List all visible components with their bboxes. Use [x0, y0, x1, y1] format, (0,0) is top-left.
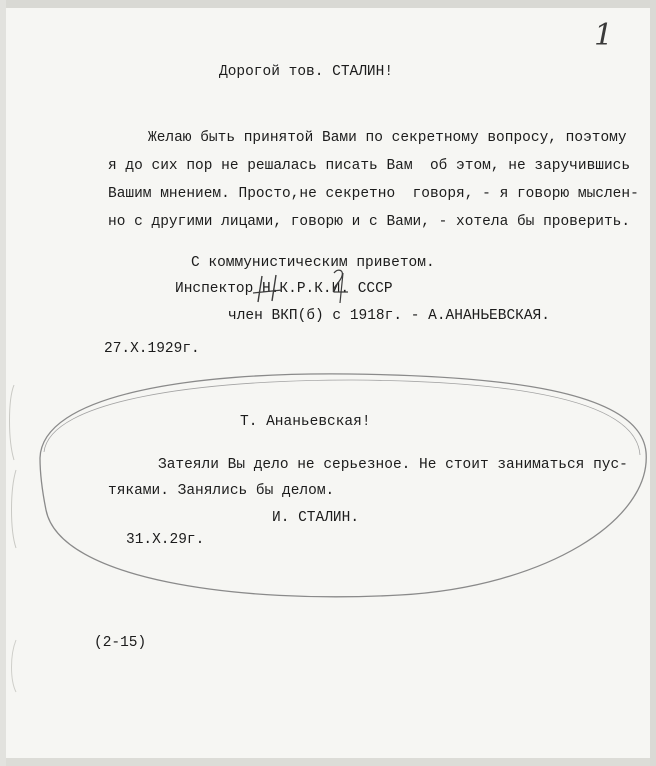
letter-salutation: Дорогой тов. СТАЛИН!: [219, 64, 394, 80]
letter-body-line-3: Вашим мнением. Просто,не секретно говоря, - я говорю мыслен-: [108, 186, 639, 202]
letter-body-line-1: Желаю быть принятой Вами по секретному вопросу, поэтому: [148, 130, 627, 146]
page-number: 1: [594, 18, 614, 53]
letter-body-line-2: я до сих пор не решалась писать Вам об этом, не заручившись: [108, 158, 631, 174]
letter-closing: С коммунистическим приветом.: [191, 255, 435, 271]
letter-date: 27.Х.1929г.: [104, 341, 200, 357]
reply-date: 31.Х.29г.: [126, 532, 205, 548]
reply-signature: И. СТАЛИН.: [272, 510, 360, 526]
archive-reference: (2-15): [94, 635, 147, 651]
letter-body-line-4: но с другими лицами, говорю и с Вами, - хотела бы проверить.: [108, 214, 631, 230]
reply-body-line-1: Затеяли Вы дело не серьезное. Не стоит заниматься пус-: [158, 457, 628, 473]
signature-title-line: Инспектор Н.К.Р.К.И. СССР: [175, 281, 393, 297]
signature-name-line: член ВКП(б) с 1918г. - А.АНАНЬЕВСКАЯ.: [228, 308, 550, 324]
reply-salutation: Т. Ананьевская!: [240, 414, 371, 430]
reply-body-line-2: тяками. Занялись бы делом.: [108, 483, 335, 499]
